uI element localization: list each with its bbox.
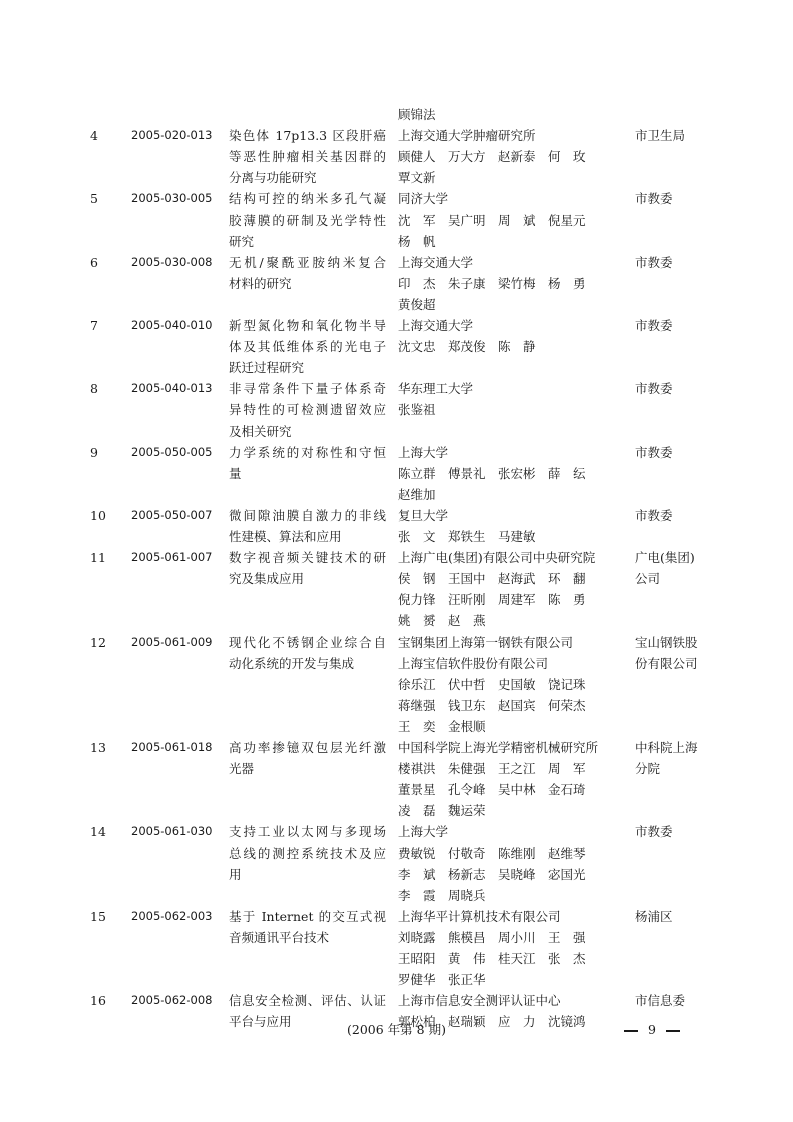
department-line: 宝山钢铁股 <box>635 634 698 650</box>
project-code: 2005-030-005 <box>131 191 213 206</box>
project-code: 2005-030-008 <box>131 254 213 269</box>
institution-line: 上海广电(集团)有限公司中央研究院 <box>398 550 596 566</box>
people-line: 沈文忠 郑茂俊 陈 静 <box>398 339 536 355</box>
row-number: 13 <box>90 740 106 755</box>
project-title-line: 结构可控的纳米多孔气凝 <box>229 191 386 207</box>
people-line: 陈立群 傅景礼 张宏彬 薛 纭 <box>398 465 586 481</box>
people-line: 姚 赟 赵 燕 <box>398 613 486 629</box>
project-code: 2005-061-018 <box>131 740 213 754</box>
project-title-line: 体及其低维体系的光电子 <box>229 339 386 355</box>
people-line: 顾锦法 <box>398 107 436 122</box>
project-code: 2005-050-005 <box>131 444 213 459</box>
institution-line: 上海交通大学肿瘤研究所 <box>398 128 536 144</box>
people-line: 张鉴祖 <box>398 402 436 418</box>
issue-label: (2006 年第 8 期) <box>347 1022 446 1037</box>
department-line: 市教委 <box>635 444 673 460</box>
row-number: 14 <box>90 824 106 840</box>
project-title-line: 光器 <box>229 761 255 777</box>
department-line: 市卫生局 <box>635 128 686 144</box>
department-line: 市教委 <box>635 254 673 270</box>
project-title-line: 音频通讯平台技术 <box>229 929 330 945</box>
dash-right <box>666 1030 680 1032</box>
project-title-line: 基于 Internet 的交互式视 <box>229 908 386 924</box>
project-code: 2005-061-030 <box>131 824 213 839</box>
people-line: 郭松柏 赵瑞颖 应 力 沈镜鸿 <box>398 1014 586 1030</box>
project-title-line: 究及集成应用 <box>229 571 305 587</box>
dash-left <box>624 1030 638 1032</box>
project-title-line: 材料的研究 <box>229 275 292 291</box>
people-line: 倪力锋 汪昕刚 周建军 陈 勇 <box>398 592 586 608</box>
people-line: 董景星 孔令峰 吴中林 金石琦 <box>398 782 586 798</box>
row-number: 16 <box>90 993 106 1009</box>
department-line: 杨浦区 <box>635 908 673 924</box>
project-title-line: 跃迁过程研究 <box>229 360 305 376</box>
project-code: 2005-020-013 <box>131 128 213 143</box>
people-line: 顾健人 万大方 赵新泰 何 玫 <box>398 149 586 165</box>
project-title-line: 分离与功能研究 <box>229 170 317 186</box>
project-title-line: 信息安全检测、评估、认证 <box>229 993 386 1009</box>
people-line: 张 文 郑铁生 马建敏 <box>398 529 536 544</box>
row-number: 8 <box>90 381 98 397</box>
people-line: 赵维加 <box>398 486 436 502</box>
people-line: 费敏锐 付敬奇 陈维刚 赵维琴 <box>398 845 586 861</box>
project-title-line: 微间隙油膜自激力的非线 <box>229 507 386 523</box>
department-line: 市教委 <box>635 191 673 207</box>
project-title-line: 动化系统的开发与集成 <box>229 655 355 671</box>
people-line: 楼祺洪 朱健强 王之江 周 军 <box>398 761 586 777</box>
department-line: 广电(集团) <box>635 550 695 566</box>
department-line: 份有限公司 <box>635 655 698 671</box>
institution-line: 上海大学 <box>398 444 449 460</box>
people-line: 刘晓露 熊模昌 周小川 王 强 <box>398 929 586 945</box>
row-number: 7 <box>90 318 98 333</box>
people-line: 黄俊超 <box>398 296 436 312</box>
project-title-line: 研究 <box>229 233 255 249</box>
row-number: 15 <box>90 908 106 924</box>
people-line: 覃文新 <box>398 170 436 186</box>
project-title-line: 染色体 17p13.3 区段肝癌 <box>229 128 386 144</box>
institution-line: 上海交通大学 <box>398 254 474 270</box>
department-line: 市信息委 <box>635 993 686 1009</box>
project-title-line: 支持工业以太网与多现场 <box>229 824 386 840</box>
page-number: 9 <box>648 1022 656 1037</box>
project-code: 2005-040-013 <box>131 381 213 396</box>
row-number: 10 <box>90 507 106 523</box>
institution-line: 上海宝信软件股份有限公司 <box>398 655 549 671</box>
project-title-line: 数字视音频关键技术的研 <box>229 550 386 566</box>
project-title-line: 等恶性肿瘤相关基因群的 <box>229 149 386 165</box>
institution-line: 上海交通大学 <box>398 318 474 333</box>
project-title-line: 量 <box>229 465 242 481</box>
people-line: 印 杰 朱子康 梁竹梅 杨 勇 <box>398 275 586 291</box>
institution-line: 上海大学 <box>398 824 449 840</box>
institution-line: 复旦大学 <box>398 507 449 523</box>
project-code: 2005-061-007 <box>131 550 213 565</box>
people-line: 李 斌 杨新志 吴晓峰 宓国光 <box>398 866 586 882</box>
people-line: 王 奕 金根顺 <box>398 718 486 734</box>
project-title-line: 新型氮化物和氧化物半导 <box>229 318 386 333</box>
department-line: 分院 <box>635 761 661 777</box>
institution-line: 宝钢集团上海第一钢铁有限公司 <box>398 634 574 650</box>
people-line: 徐乐江 伏中哲 史国敏 饶记珠 <box>398 676 586 692</box>
people-line: 凌 磊 魏运荣 <box>398 803 486 819</box>
row-number: 4 <box>90 128 98 144</box>
people-line: 侯 钢 王国中 赵海武 环 翻 <box>398 571 586 587</box>
people-line: 杨 帆 <box>398 233 436 249</box>
department-line: 中科院上海 <box>635 740 698 755</box>
project-title-line: 胶薄膜的研制及光学特性 <box>229 212 386 228</box>
project-title-line: 现代化不锈钢企业综合自 <box>229 634 386 650</box>
institution-line: 上海市信息安全测评认证中心 <box>398 993 561 1009</box>
people-line: 蒋继强 钱卫东 赵国宾 何荣杰 <box>398 697 586 713</box>
row-number: 11 <box>90 550 106 566</box>
project-code: 2005-062-008 <box>131 993 213 1008</box>
department-line: 市教委 <box>635 824 673 840</box>
page-number-block <box>624 1019 680 1040</box>
row-number: 5 <box>90 191 98 207</box>
project-code: 2005-061-009 <box>131 634 213 649</box>
project-title-line: 高功率掺镱双包层光纤激 <box>229 740 386 755</box>
project-title-line: 用 <box>229 866 242 882</box>
department-line: 市教委 <box>635 381 673 397</box>
people-line: 罗健华 张正华 <box>398 972 486 988</box>
project-code: 2005-062-003 <box>131 908 213 923</box>
department-line: 市教委 <box>635 318 673 333</box>
project-title-line: 性建模、算法和应用 <box>229 529 342 544</box>
project-title-line: 非寻常条件下量子体系奇 <box>229 381 386 397</box>
people-line: 王昭阳 黄 伟 桂天江 张 杰 <box>398 951 586 966</box>
project-code: 2005-050-007 <box>131 507 213 522</box>
row-number: 6 <box>90 254 98 270</box>
people-line: 沈 军 吴广明 周 斌 倪星元 <box>398 212 586 228</box>
department-line: 公司 <box>635 571 661 587</box>
project-title-line: 及相关研究 <box>229 423 292 439</box>
project-title-line: 力学系统的对称性和守恒 <box>229 444 386 460</box>
project-title-line: 平台与应用 <box>229 1014 292 1030</box>
project-title-line: 无机/聚酰亚胺纳米复合 <box>229 254 386 270</box>
institution-line: 上海华平计算机技术有限公司 <box>398 908 561 924</box>
project-title-line: 异特性的可检测遗留效应 <box>229 402 386 418</box>
people-line: 李 霞 周晓兵 <box>398 887 486 903</box>
institution-line: 中国科学院上海光学精密机械研究所 <box>398 740 599 755</box>
project-code: 2005-040-010 <box>131 318 213 332</box>
row-number: 12 <box>90 634 106 650</box>
institution-line: 华东理工大学 <box>398 381 474 397</box>
department-line: 市教委 <box>635 507 673 523</box>
project-title-line: 总线的测控系统技术及应 <box>229 845 386 861</box>
row-number: 9 <box>90 444 98 460</box>
institution-line: 同济大学 <box>398 191 449 207</box>
